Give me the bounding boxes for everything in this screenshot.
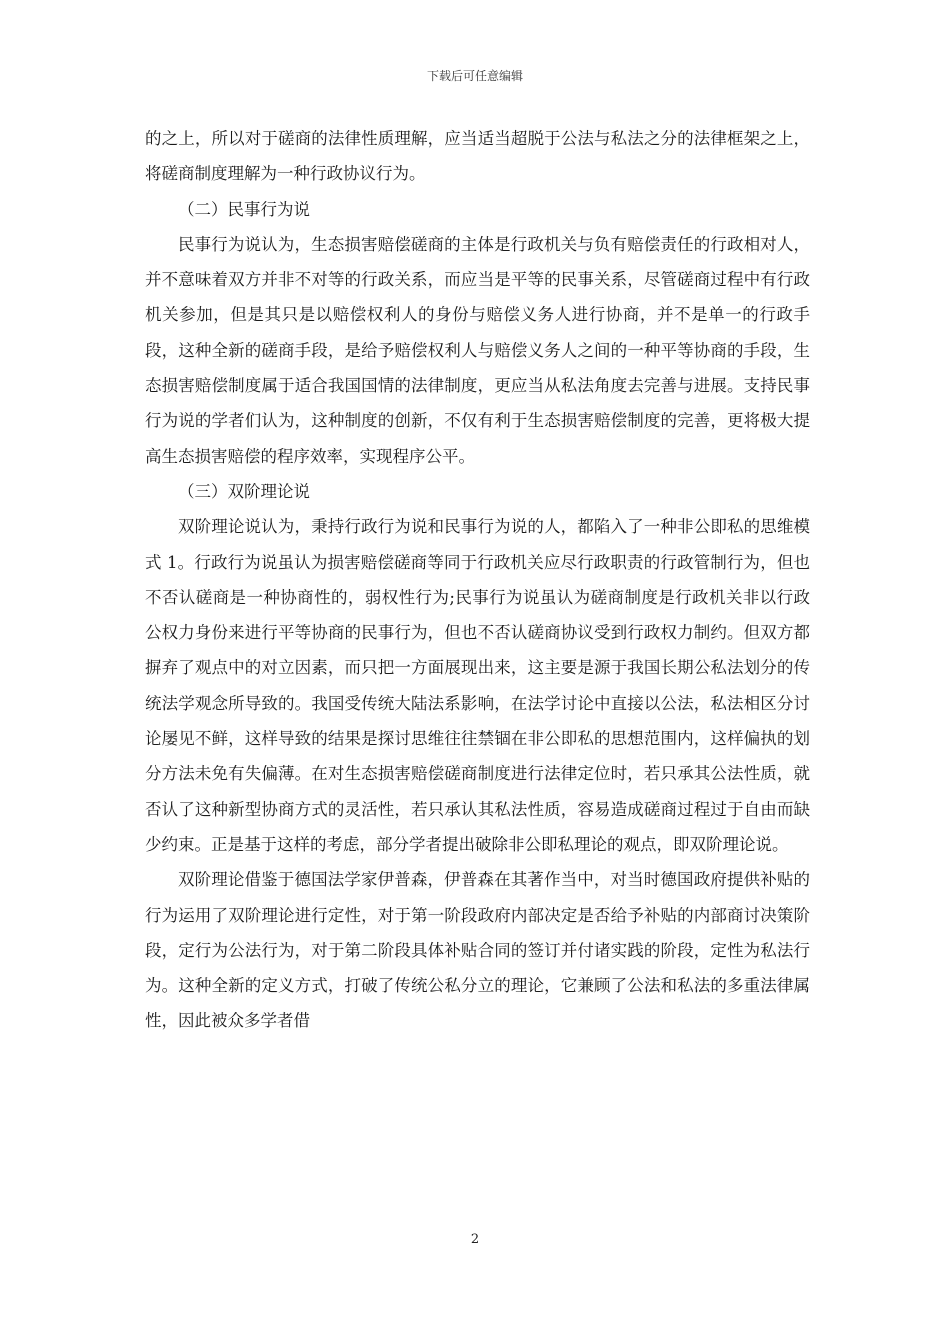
page-number: 2 [470,1232,480,1247]
section-heading-civil-act: （二）民事行为说 [178,199,310,219]
document-body [145,121,810,1039]
paragraph-continuation: 的之上，所以对于磋商的法律性质理解，应当适当超脱于公法与私法之分的法律框架之上，将磋商制度理解为一种行政协议行为。 [145,129,810,184]
page-header: 下载后可任意编辑 [426,69,523,83]
paragraph-ipsen: 双阶理论借鉴于德国法学家伊普森，伊普森在其著作当中，对当时德国政府提供补贴的行为运用了双阶理论进行定性，对于第一阶段政府内部决定是否给予补贴的内部商讨决策阶段，定行为公法行为，对于第二阶段具体补贴合同的签订并付诸实践的阶段，定性为私法行为。这种全新的定义方式，打破了传统公私分立的理论，它兼顾了公法和私法的多重法律属性，因此被众多学者借 [145,870,810,1031]
paragraph-civil-act: 民事行为说认为，生态损害赔偿磋商的主体是行政机关与负有赔偿责任的行政相对人，并不意味着双方并非不对等的行政关系，而应当是平等的民事关系，尽管磋商过程中有行政机关参加，但是其只是以赔偿权利人的身份与赔偿义务人进行协商，并不是单一的行政手段，这种全新的磋商手段，是给予赔偿权利人与赔偿义务人之间的一种平等协商的手段，生态损害赔偿制度属于适合我国国情的法律制度，更应当从私法角度去完善与进展。支持民事行为说的学者们认为，这种制度的创新，不仅有利于生态损害赔偿制度的完善，更将极大提高生态损害赔偿的程序效率，实现程序公平。 [145,234,810,466]
section-heading-dual-stage: （三）双阶理论说 [178,481,310,501]
paragraph-dual-stage: 双阶理论说认为，秉持行政行为说和民事行为说的人，都陷入了一种非公即私的思维模式 1。行政行为说虽认为损害赔偿磋商等同于行政机关应尽行政职责的行政管制行为，但也不否认磋商是一种协商性的，弱权性行为;民事行为说虽认为磋商制度是行政机关非以行政公权力身份来进行平等协商的民事行为，但也不否认磋商协议受到行政权力制约。但双方都摒弃了观点中的对立因素，而只把一方面展现出来，这主要是源于我国长期公私法划分的传统法学观念所导致的。我国受传统大陆法系影响，在法学讨论中直接以公法，私法相区分讨论屡见不鲜，这样导致的结果是探讨思维往往禁锢在非公即私的思想范围内，这样偏执的划分方法未免有失偏薄。在对生态损害赔偿磋商制度进行法律定位时，若只承其公法性质，就否认了这种新型协商方式的灵活性，若只承认其私法性质，容易造成磋商过程过于自由而缺少约束。正是基于这样的考虑，部分学者提出破除非公即私理论的观点，即双阶理论说。 [145,517,810,854]
